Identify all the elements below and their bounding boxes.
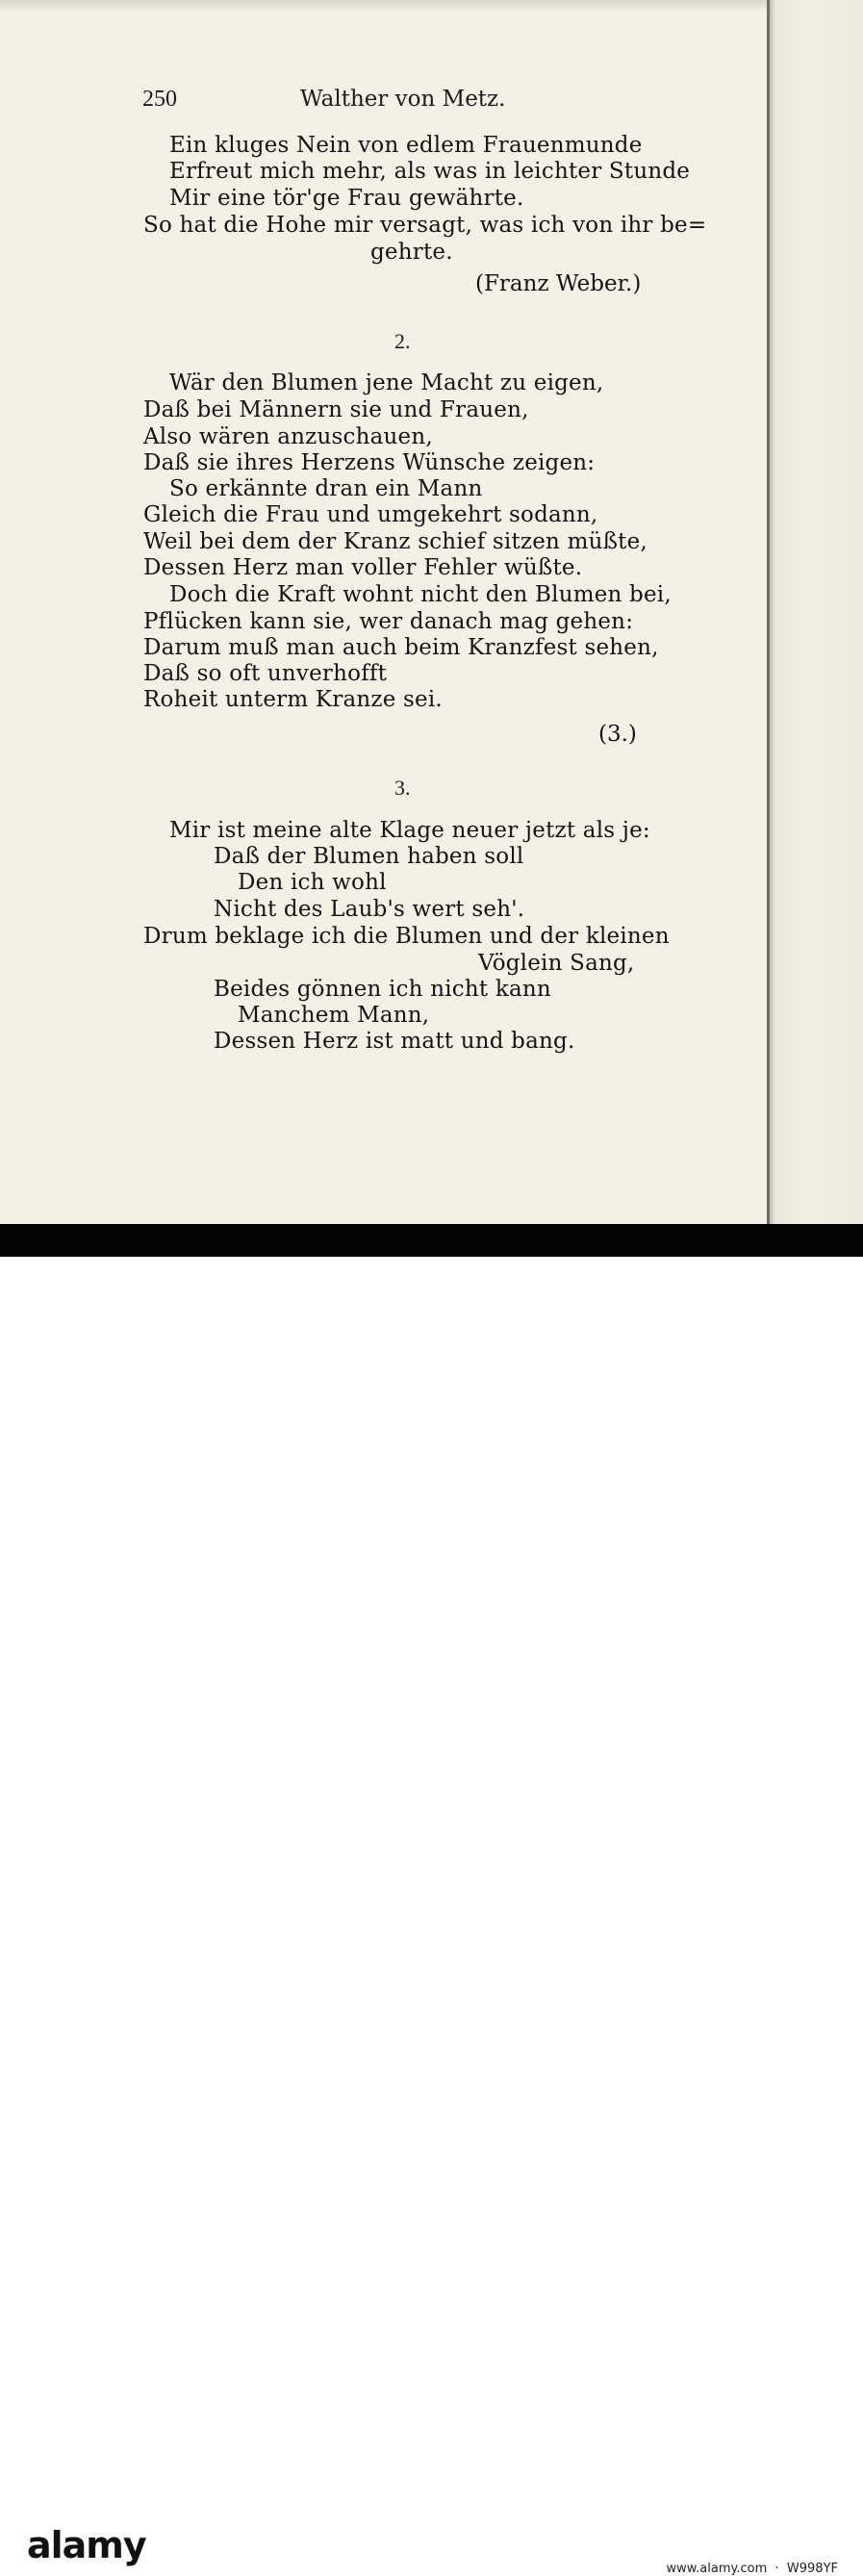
- poem-line: Daß sie ihres Herzens Wünsche zeigen:: [143, 450, 596, 475]
- section-heading: 3.: [394, 776, 411, 800]
- poem-line: Ein kluges Nein von edlem Frauenmunde: [169, 133, 643, 158]
- poem-line: Also wären anzuschauen,: [143, 424, 433, 449]
- translator-credit: (3.): [598, 722, 637, 747]
- poem-line: Nicht des Laub's wert seh'.: [214, 897, 525, 922]
- poem-line: Pflücken kann sie, wer danach mag gehen:: [143, 609, 634, 634]
- poem-line: Mir ist meine alte Klage neuer jetzt als je:: [169, 818, 650, 843]
- poem-line: Erfreut mich mehr, als was in leichter Stunde: [169, 159, 691, 184]
- poem-line: Daß bei Männern sie und Frauen,: [143, 397, 529, 422]
- poem-line: Vöglein Sang,: [478, 951, 635, 976]
- poem-line: Beides gönnen ich nicht kann: [214, 977, 551, 1002]
- poem-line: Dessen Herz ist matt und bang.: [214, 1029, 575, 1054]
- site-url: www.alamy.com: [666, 2562, 768, 2576]
- poem-line: Dessen Herz man voller Fehler wüßte.: [143, 555, 583, 580]
- poem-line: Wär den Blumen jene Macht zu eigen,: [169, 370, 604, 395]
- poem-line: gehrte.: [370, 240, 453, 265]
- running-title: Walther von Metz.: [300, 87, 506, 112]
- poem-line: Doch die Kraft wohnt nicht den Blumen bei,: [169, 582, 672, 607]
- poem-line: Darum muß man auch beim Kranzfest sehen,: [143, 635, 659, 660]
- poem-line: Daß der Blumen haben soll: [214, 844, 524, 869]
- scanned-page: [0, 0, 863, 1224]
- scanner-bottom-edge: [0, 1224, 863, 1257]
- poem-line: Gleich die Frau und umgekehrt sodann,: [143, 502, 598, 527]
- poem-line: Drum beklage ich die Blumen und der kleinen: [143, 924, 670, 949]
- poem-line: So hat die Hohe mir versagt, was ich von ihr be=: [143, 213, 707, 238]
- image-reference-id: www.alamy.com · W998YF: [666, 2562, 838, 2576]
- poem-line: Mir eine tör'ge Frau gewährte.: [169, 186, 524, 211]
- page-number: 250: [142, 87, 177, 112]
- watermark-strip: [0, 1257, 863, 2576]
- poem-line: Daß so oft unverhofft: [143, 661, 388, 686]
- brand-logo: alamy: [27, 2524, 146, 2566]
- section-heading: 2.: [394, 329, 411, 353]
- image-id: W998YF: [786, 2562, 838, 2576]
- poem-line: So erkännte dran ein Mann: [169, 476, 483, 501]
- poem-line: Manchem Mann,: [238, 1003, 430, 1028]
- poem-line: Weil bei dem der Kranz schief sitzen müßte,: [143, 529, 647, 554]
- poem-line: Den ich wohl: [238, 870, 387, 895]
- poem-line: Roheit unterm Kranze sei.: [143, 687, 443, 712]
- translator-credit: (Franz Weber.): [475, 271, 642, 296]
- book-page: [0, 0, 770, 1224]
- facing-page-edge: [770, 0, 863, 1224]
